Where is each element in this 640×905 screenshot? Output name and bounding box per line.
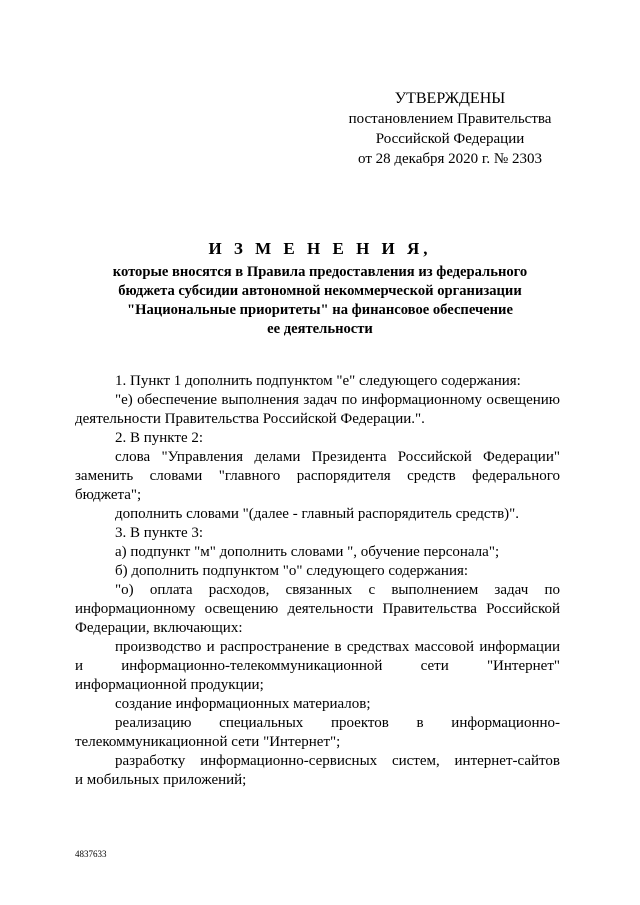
- body-line: Федерации, включающих:: [75, 620, 243, 636]
- body-line: заменить словами "главного распорядителя средств федерального: [75, 468, 560, 484]
- body-line: 3. В пункте 3:: [115, 525, 204, 541]
- document-body: [75, 372, 560, 790]
- body-line: производство и распространение в средствах массовой информации: [115, 639, 560, 655]
- body-line: бюджета";: [75, 487, 142, 503]
- body-line: 2. В пункте 2:: [115, 430, 204, 446]
- body-line: реализацию специальных проектов в информационно-: [115, 715, 560, 731]
- subtitle-line-1: которые вносятся в Правила предоставления из федерального: [112, 264, 528, 280]
- document-heading: [80, 237, 560, 339]
- subtitle-line-4: ее деятельности: [267, 321, 373, 337]
- body-line: информационному освещению деятельности Правительства Российской: [75, 601, 560, 617]
- approval-title: УТВЕРЖДЕНЫ: [394, 90, 506, 107]
- subtitle-line-2: бюджета субсидии автономной некоммерческой организации: [118, 283, 522, 299]
- footer-document-number: 4837633: [75, 849, 107, 859]
- subtitle-line-3: "Национальные приоритеты" на финансовое обеспечение: [127, 302, 513, 318]
- body-line: слова "Управления делами Президента Российской Федерации": [115, 449, 560, 465]
- body-line: деятельности Правительства Российской Федерации.".: [75, 411, 425, 427]
- approval-line-decree: постановлением Правительства: [348, 111, 552, 127]
- approval-block: [340, 89, 560, 169]
- body-line: а) подпункт "м" дополнить словами ", обучение персонала";: [115, 544, 500, 560]
- approval-line-date: от 28 декабря 2020 г. № 2303: [358, 151, 542, 167]
- document-title: И З М Е Н Е Н И Я,: [208, 239, 432, 258]
- body-line: телекоммуникационной сети "Интернет";: [75, 734, 341, 750]
- body-line: информационной продукции;: [75, 677, 264, 693]
- body-line: 1. Пункт 1 дополнить подпунктом "е" следующего содержания:: [115, 373, 521, 389]
- body-line: и информационно-телекоммуникационной сети "Интернет": [75, 658, 560, 674]
- body-line: разработку информационно-сервисных систем, интернет-сайтов: [115, 753, 560, 769]
- approval-line-country: Российской Федерации: [375, 131, 525, 147]
- body-line: и мобильных приложений;: [75, 772, 247, 788]
- body-line: дополнить словами "(далее - главный распорядитель средств)".: [115, 506, 520, 522]
- body-line: "е) обеспечение выполнения задач по информационному освещению: [115, 392, 560, 408]
- body-line: "о) оплата расходов, связанных с выполнением задач по: [115, 582, 560, 598]
- body-line: создание информационных материалов;: [115, 696, 371, 712]
- body-line: б) дополнить подпунктом "о" следующего содержания:: [115, 563, 469, 579]
